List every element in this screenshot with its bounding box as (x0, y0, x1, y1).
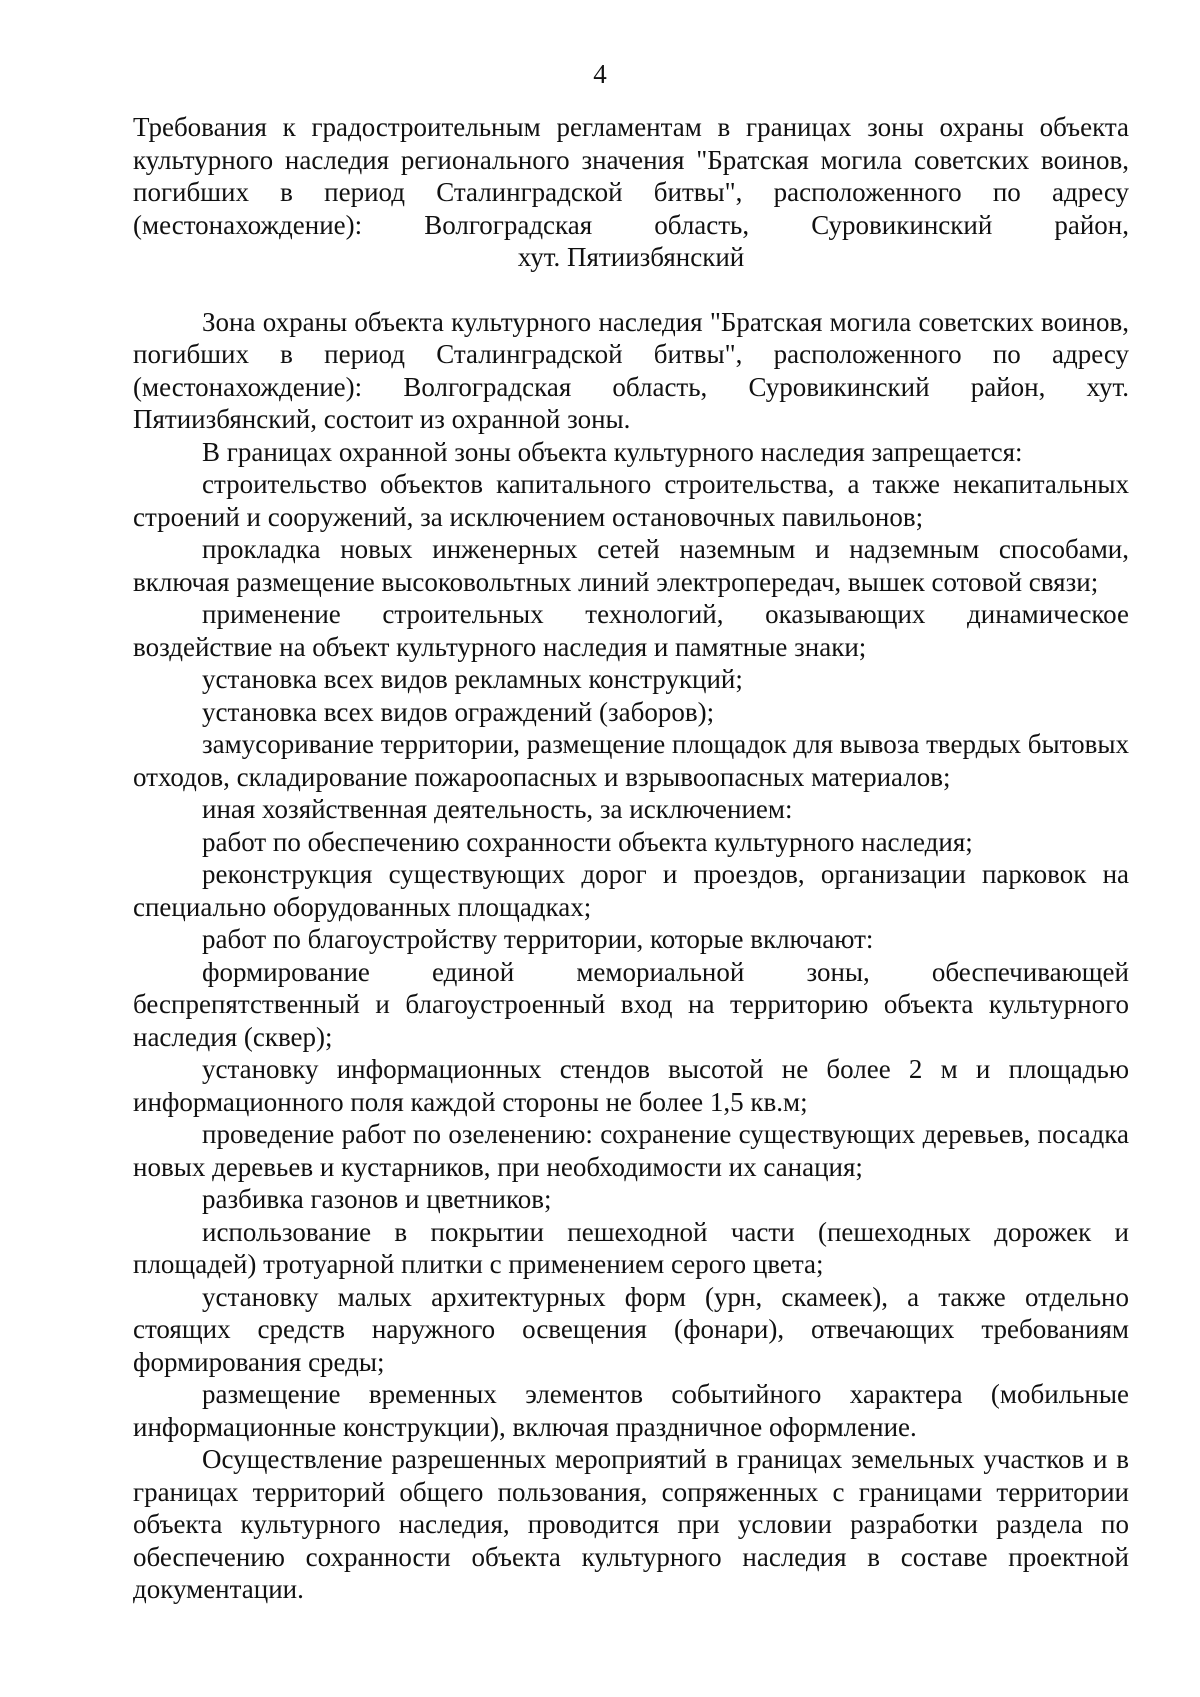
paragraph: разбивка газонов и цветников; (202, 1184, 552, 1214)
title-line: (местонахождение): Волгоградская область, Суровикинский район, (133, 209, 1129, 240)
paragraph: реконструкция существующих дорог и проездов, организации парковок на специально оборудованных площадках; (133, 859, 1129, 922)
paragraph: установку информационных стендов высотой не более 2 м и площадью информационного поля каждой стороны не более 1,5 кв.м; (133, 1054, 1129, 1117)
paragraph: проведение работ по озеленению: сохранение существующих деревьев, посадка новых деревьев и кустарников, при необходимости их санация; (133, 1119, 1129, 1182)
paragraph: работ по благоустройству территории, которые включают: (202, 924, 874, 954)
title-line: культурного наследия регионального значения "Братская могила советских воинов, (133, 144, 1129, 175)
paragraph: установка всех видов ограждений (заборов); (202, 696, 715, 727)
paragraph: прокладка новых инженерных сетей наземным и надземным способами, включая размещение высоковольтных линий электропередач, вышек сотовой связи; (133, 534, 1129, 597)
paragraph: установка всех видов рекламных конструкций; (202, 664, 743, 694)
title-line: погибших в период Сталинградской битвы", расположенного по адресу (133, 177, 1129, 207)
paragraph: применение строительных технологий, оказывающих динамическое воздействие на объект культурного наследия и памятные знаки; (133, 599, 1129, 662)
paragraph: размещение временных элементов событийного характера (мобильные информационные конструкции), включая праздничное оформление. (133, 1379, 1129, 1442)
paragraph: В границах охранной зоны объекта культурного наследия запрещается: (202, 436, 1023, 467)
title-line: хут. Пятиизбянский (517, 242, 745, 272)
paragraph: замусоривание территории, размещение площадок для вывоза твердых бытовых отходов, складирование пожароопасных и взрывоопасных материалов; (133, 729, 1129, 792)
paragraph: использование в покрытии пешеходной части (пешеходных дорожек и площадей) тротуарной плитки с применением серого цвета; (133, 1216, 1129, 1279)
paragraph: установку малых архитектурных форм (урн, скамеек), а также отдельно стоящих средств наружного освещения (фонари), отвечающих требованиям формирования среды; (133, 1281, 1129, 1377)
paragraph: работ по обеспечению сохранности объекта культурного наследия; (202, 826, 973, 857)
paragraph: Зона охраны объекта культурного наследия "Братская могила советских воинов, погибших в период Сталинградской битвы", расположенного по адресу (местонахождение): Волгоградская область, Суровикинский район, хут. Пятиизбянский, состоит из охранной зоны. (133, 306, 1129, 434)
paragraph: иная хозяйственная деятельность, за исключением: (202, 794, 793, 824)
paragraph: формирование единой мемориальной зоны, обеспечивающей беспрепятственный и благоустроенный вход на территорию объекта культурного наследия (сквер); (133, 956, 1129, 1052)
document-body (133, 111, 1129, 1606)
paragraph: Осуществление разрешенных мероприятий в границах земельных участков и в границах территорий общего пользования, сопряженных с границами территории объекта культурного наследия, проводится при условии разработки раздела по обеспечению сохранности объекта культурного наследия в составе проектной документации. (133, 1444, 1129, 1604)
paragraph: строительство объектов капитального строительства, а также некапитальных строений и сооружений, за исключением остановочных павильонов; (133, 469, 1129, 532)
page-number: 4 (593, 59, 607, 89)
title-line: Требования к градостроительным регламентам в границах зоны охраны объекта (133, 112, 1129, 142)
